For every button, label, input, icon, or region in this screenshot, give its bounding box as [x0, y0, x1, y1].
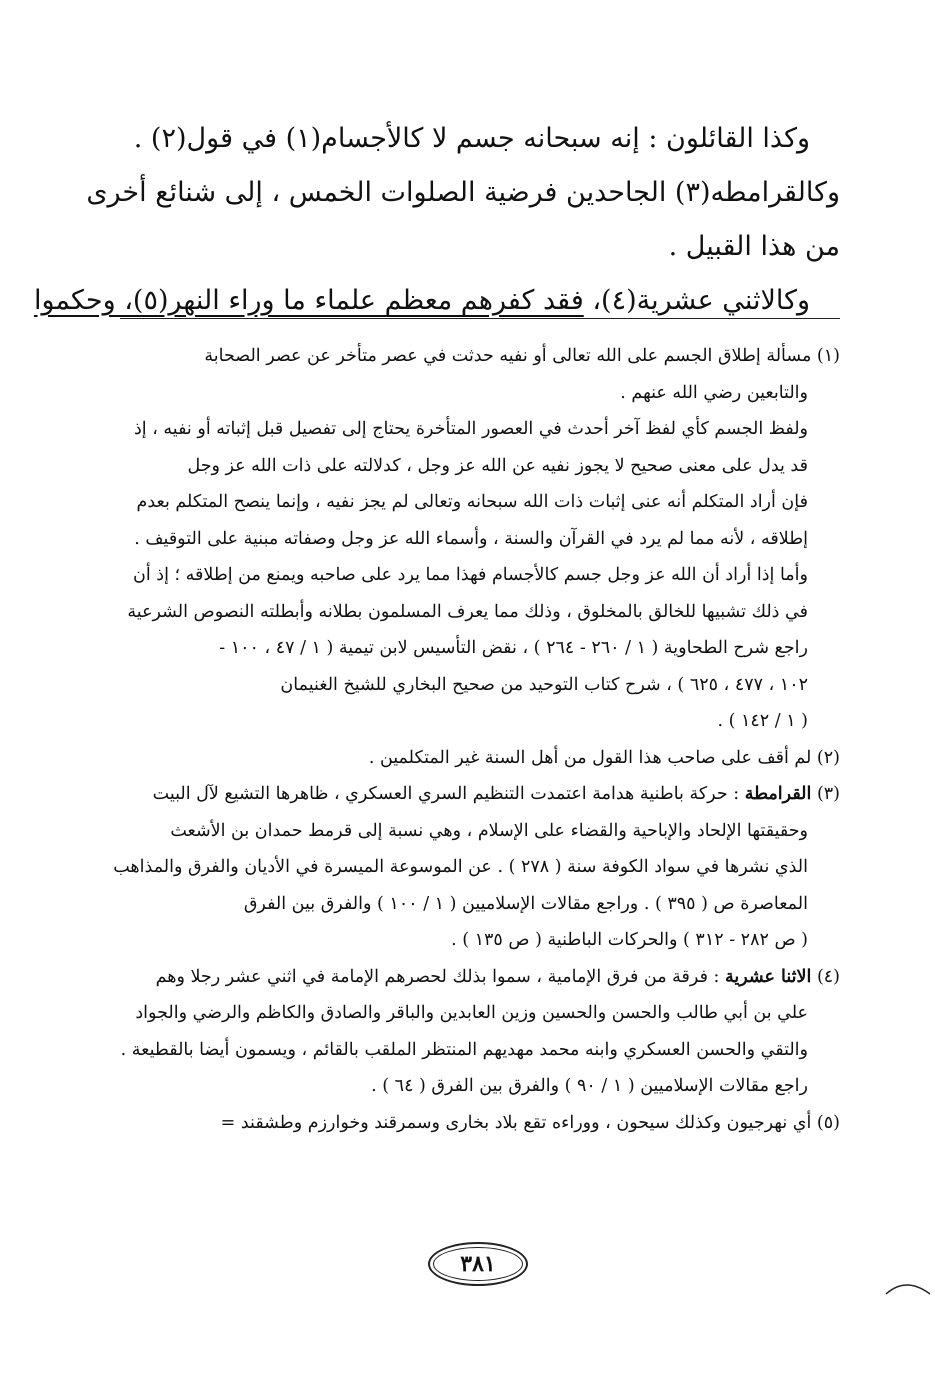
footnotes	[113, 338, 840, 1141]
footnote-1-line-5: فإن أراد المتكلم أنه عنى إثبات ذات الله سبحانه وتعالى لم يجز نفيه ، وإنما ينصح المتكلم بعدم	[136, 492, 808, 512]
footnote-3-line-5: ( ص ٢٨٢ - ٣١٢ ) والحركات الباطنية ( ص ١٣٥ ) .	[451, 930, 808, 950]
footnote-4-line-1	[120, 959, 840, 996]
footnote-4-number: (٤)	[811, 966, 840, 987]
page-curl-mark	[884, 1272, 932, 1302]
footnote-4-line-4: راجع مقالات الإسلاميين ( ١ / ٩٠ ) والفرق بين الفرق ( ٦٤ ) .	[371, 1076, 808, 1096]
footnote-4-line-2: علي بن أبي طالب والحسن والحسين وزين العابدين والباقر والصادق والكاظم والرضي والجواد	[135, 1003, 808, 1023]
main-line-2: وكالقرامطه(٣) الجاحدين فرضية الصلوات الخمس ، إلى شنائع أخرى	[86, 177, 840, 208]
footnote-3-line-2: وحقيقتها الإلحاد والإباحية والقضاء على الإسلام ، وهي نسبة إلى قرمط حمدان بن الأشعث	[170, 820, 808, 841]
footnote-3-line-1	[120, 776, 840, 813]
footnote-2: (٢) لم أقف على صاحب هذا القول من أهل السنة غير المتكلمين .	[368, 747, 840, 768]
footnote-1-line-1: (١) مسألة إطلاق الجسم على الله تعالى أو نفيه حدثت في عصر متأخر عن عصر الصحابة	[204, 346, 840, 366]
footnote-4-line-3: والتقي والحسن العسكري وابنه محمد مهديهم المنتظر الملقب بالقائم ، ويسمون أيضا بالقطيعة .	[120, 1039, 808, 1060]
footnote-4-term: الاثنا عشرية	[724, 966, 812, 987]
footnote-4-first-text: : فرقة من فرق الإمامية ، سموا بذلك لحصرهم الإمامة في اثني عشر رجلا وهم	[155, 966, 725, 987]
footnote-separator	[120, 318, 840, 319]
footnote-3-line-4: المعاصرة ص ( ٣٩٥ ) . وراجع مقالات الإسلاميين ( ١ / ١٠٠ ) والفرق بين الفرق	[243, 893, 808, 914]
footnote-1-line-4: قد يدل على معنى صحيح لا يجوز نفيه عن الله عز وجل ، كدلالته على ذات الله عز وجل	[187, 455, 808, 476]
footnote-3-first-text: : حركة باطنية هدامة اعتمدت التنظيم السري العسكري ، ظاهرها التشيع لآل البيت	[152, 784, 745, 804]
footnote-1-line-6: إطلاقه ، لأنه مما لم يرد في القرآن والسنة ، وأسماء الله عز وجل وصفاته مبنية على التوقيف .	[134, 528, 808, 549]
page-number: ٣٨١	[428, 1242, 528, 1286]
footnote-1-line-2: والتابعين رضي الله عنهم .	[620, 382, 808, 403]
footnote-1-line-11: ( ١ / ١٤٢ ) .	[717, 711, 808, 731]
footnote-1-line-10: ١٠٢ ، ٤٧٧ ، ٦٢٥ ) ، شرح كتاب التوحيد من صحيح البخاري للشيخ الغنيمان	[280, 674, 808, 695]
main-line-3: من هذا القبيل .	[668, 231, 840, 262]
footnote-5: (٥) أي نهرجيون وكذلك سيحون ، ووراءه تقع بلاد بخارى وسمرقند وخوارزم وطشقند =	[220, 1112, 840, 1133]
footnote-1-line-8: في ذلك تشبيها للخالق بالمخلوق ، وذلك مما يعرف المسلمون بطلانه وأبطلته النصوص الشرعية	[127, 601, 808, 622]
footnote-1-line-3: ولفظ الجسم كأي لفظ آخر أحدث في العصور المتأخرة يحتاج إلى تفصيل قبل إثباته أو نفيه ، إذ	[133, 419, 808, 439]
main-line-1: وكذا القائلون : إنه سبحانه جسم لا كالأجسام(١) في قول(٢) .	[133, 123, 810, 154]
main-line-4-underlined: فقد كفرهم معظم علماء ما وراء النهر(٥)، وحكموا	[33, 285, 584, 316]
footnote-1-line-7: وأما إذا أراد أن الله عز وجل جسم كالأجسام فهذا مما يرد على صاحبه ويمنع من إطلاقه ؛ إذ أن	[133, 565, 808, 585]
footnote-3-line-3: الذي نشرها في سواد الكوفة سنة ( ٢٧٨ ) . عن الموسوعة الميسرة في الأديان والفرق والمذاهب	[113, 857, 808, 877]
footnote-3-term: القرامطة	[744, 784, 812, 804]
footnote-1-line-9: راجع شرح الطحاوية ( ١ / ٢٦٠ - ٢٦٤ ) ، نقض التأسيس لابن تيمية ( ١ / ٤٧ ، ١٠٠ -	[219, 638, 808, 658]
main-text	[33, 112, 840, 328]
main-line-4-start: وكالاثني عشرية(٤)،	[583, 285, 810, 316]
main-line-4	[33, 274, 840, 328]
footnote-3-number: (٣)	[811, 784, 840, 804]
